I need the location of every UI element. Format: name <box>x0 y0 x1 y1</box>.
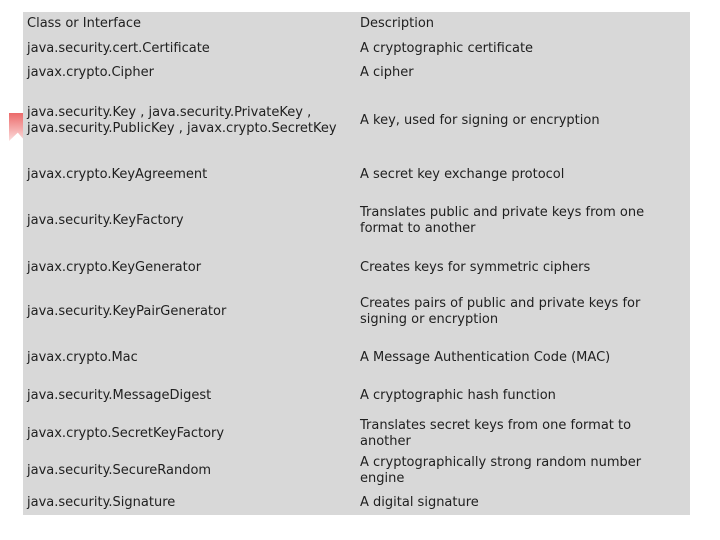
table-row <box>23 250 690 285</box>
class-cell: javax.crypto.SecretKeyFactory <box>27 425 225 441</box>
table-row <box>23 490 690 515</box>
class-cell: javax.crypto.KeyGenerator <box>27 259 202 275</box>
class-cell: java.security.KeyPairGenerator <box>27 304 227 319</box>
table-row <box>23 36 690 61</box>
header-description: Description <box>360 16 435 31</box>
description-cell: A secret key exchange protocol <box>360 166 565 182</box>
description-cell: A cryptographic certificate <box>360 40 534 56</box>
description-cell: Creates pairs of public and private keys for signing or encryption <box>360 296 641 327</box>
table-row <box>23 192 690 250</box>
table-row <box>23 85 690 157</box>
class-cell: java.security.Signature <box>27 494 176 510</box>
class-cell: java.security.SecureRandom <box>27 463 212 478</box>
table-row <box>23 285 690 339</box>
table-header-row <box>23 12 690 36</box>
table-row <box>23 415 690 452</box>
class-cell: java.security.KeyFactory <box>27 213 184 228</box>
description-cell: A Message Authentication Code (MAC) <box>360 350 611 365</box>
class-cell: java.security.cert.Certificate <box>27 40 210 56</box>
table-row <box>23 61 690 85</box>
class-cell: javax.crypto.Mac <box>27 350 138 365</box>
crypto-classes-table <box>23 12 690 515</box>
description-cell: A digital signature <box>360 494 479 510</box>
description-cell: A cryptographic hash function <box>360 388 556 403</box>
description-cell: Translates public and private keys from one format to another <box>360 205 645 236</box>
header-class-or-interface: Class or Interface <box>27 16 141 31</box>
description-cell: A cipher <box>360 65 414 80</box>
description-cell: A cryptographically strong random number engine <box>360 455 642 486</box>
class-cell: javax.crypto.Cipher <box>27 65 154 80</box>
table <box>23 12 690 515</box>
description-cell: Translates secret keys from one format to another <box>360 417 632 449</box>
class-cell: java.security.Key , java.security.PrivateKey , java.security.PublicKey , javax.crypto.SecretKey <box>27 105 337 136</box>
table-row <box>23 339 690 377</box>
class-cell: javax.crypto.KeyAgreement <box>27 166 208 182</box>
table-row <box>23 157 690 192</box>
description-cell: A key, used for signing or encryption <box>360 113 600 128</box>
description-cell: Creates keys for symmetric ciphers <box>360 259 591 275</box>
table-row <box>23 377 690 415</box>
class-cell: java.security.MessageDigest <box>27 388 212 403</box>
table-row <box>23 452 690 490</box>
